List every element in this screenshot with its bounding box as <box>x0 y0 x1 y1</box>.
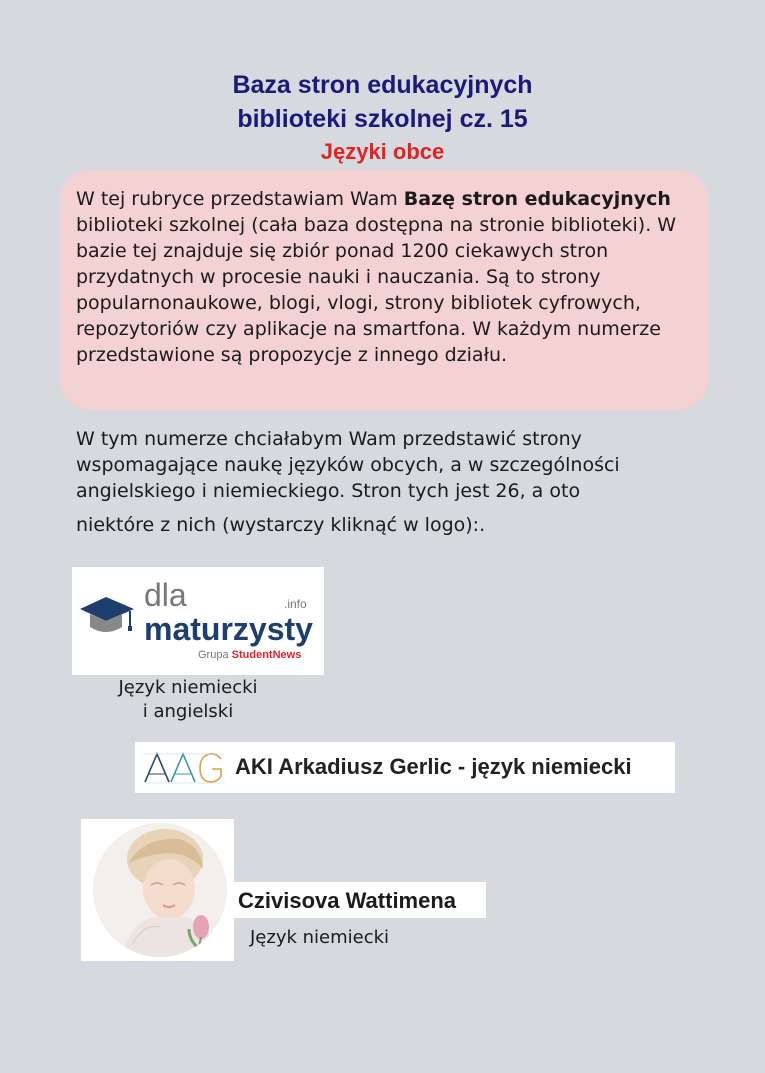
body-paragraph <box>76 426 686 538</box>
logo-word-dla: dla <box>144 577 187 613</box>
czivisova-name: Czivisova Wattimena <box>238 888 457 913</box>
page-subtitle: Języki obce <box>320 139 445 164</box>
czivisova-name-link[interactable] <box>234 882 486 918</box>
czivisova-avatar-link[interactable] <box>81 819 234 961</box>
dlamaturzysty-logo-link[interactable] <box>72 567 324 675</box>
link-1-caption <box>100 676 276 724</box>
intro-rest: biblioteki szkolnej (cała baza dostępna na stronie biblioteki). W bazie tej znajduje się zbiór ponad 1200 ciekawych stron przydatnych w procesie nauki i nauczania. Są to strony popularnonaukowe, blogi, vlogi, strony bibliotek cyfrowych, repozytoriów czy aplikacje na smartfona. W każdym numerze przedstawione są propozycje z innego działu. <box>76 214 677 366</box>
avatar <box>93 823 227 957</box>
caption-line-1: Język niemiecki <box>118 677 258 698</box>
aag-logo-icon <box>143 750 225 786</box>
body-text-last: niektóre z nich (wystarczy kliknąć w logo):. <box>76 514 486 536</box>
logo-group-brand: StudentNews <box>231 649 302 661</box>
intro-paragraph <box>76 186 698 368</box>
illustrated-portrait-icon <box>93 823 227 957</box>
aki-logo-text: AKI Arkadiusz Gerlic - język niemiecki <box>235 754 632 779</box>
caption-line-2: i angielski <box>142 701 234 722</box>
logo-word-maturzysty: maturzysty <box>144 611 313 647</box>
page-title <box>0 68 765 136</box>
body-text: W tym numerze chciałabym Wam przedstawić strony wspomagające naukę języków obcych, a w szczególności angielskiego i niemieckiego. Stron tych jest 26, a oto <box>76 428 620 502</box>
title-line-1: Baza stron edukacyjnych <box>232 71 533 99</box>
intro-lead: W tej rubryce przedstawiam Wam <box>76 188 404 210</box>
logo-group <box>198 649 301 661</box>
graduation-cap-icon <box>78 593 138 643</box>
title-line-2: biblioteki szkolnej cz. 15 <box>237 105 528 133</box>
aki-logo-link[interactable] <box>135 742 675 793</box>
logo-info: .info <box>284 597 307 611</box>
link-3-caption: Język niemiecki <box>250 927 390 948</box>
intro-bold: Bazę stron edukacyjnych <box>403 188 671 210</box>
logo-group-label: Grupa <box>198 649 232 661</box>
